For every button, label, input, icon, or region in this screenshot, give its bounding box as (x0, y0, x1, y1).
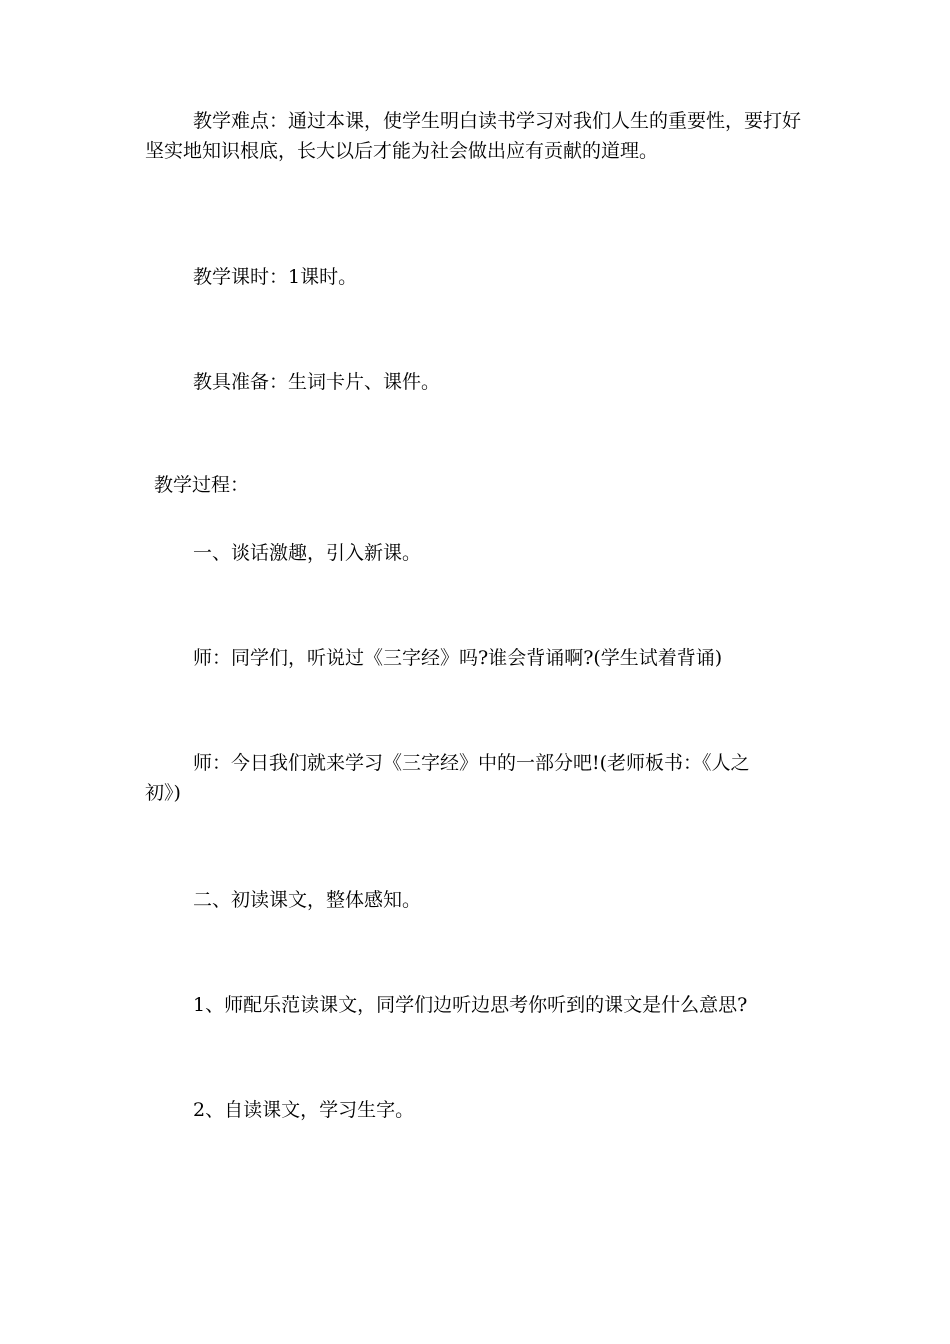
heading-teaching-process: 教学过程： (154, 474, 250, 496)
paragraph-teacher-introduction: 师：今日我们就来学习《三字经》中的一部分吧!(老师板书：《人之初》) (145, 752, 750, 804)
paragraph-teacher-question: 师：同学们，听说过《三字经》吗?谁会背诵啊?(学生试着背诵) (193, 647, 723, 669)
paragraph-section-two: 二、初读课文，整体感知。 (193, 889, 422, 911)
paragraph-step-two: 2、自读课文，学习生字。 (193, 1099, 415, 1121)
paragraph-teaching-aids: 教具准备：生词卡片、课件。 (193, 371, 441, 393)
paragraph-step-one: 1、师配乐范读课文，同学们边听边思考你听到的课文是什么意思? (193, 994, 748, 1016)
paragraph-section-one: 一、谈话激趣，引入新课。 (193, 542, 422, 564)
paragraph-class-hours: 教学课时：1课时。 (193, 266, 358, 288)
paragraph-teaching-difficulty: 教学难点：通过本课，使学生明白读书学习对我们人生的重要性，要打好坚实地知识根底，长大以后才能为社会做出应有贡献的道理。 (145, 110, 802, 162)
